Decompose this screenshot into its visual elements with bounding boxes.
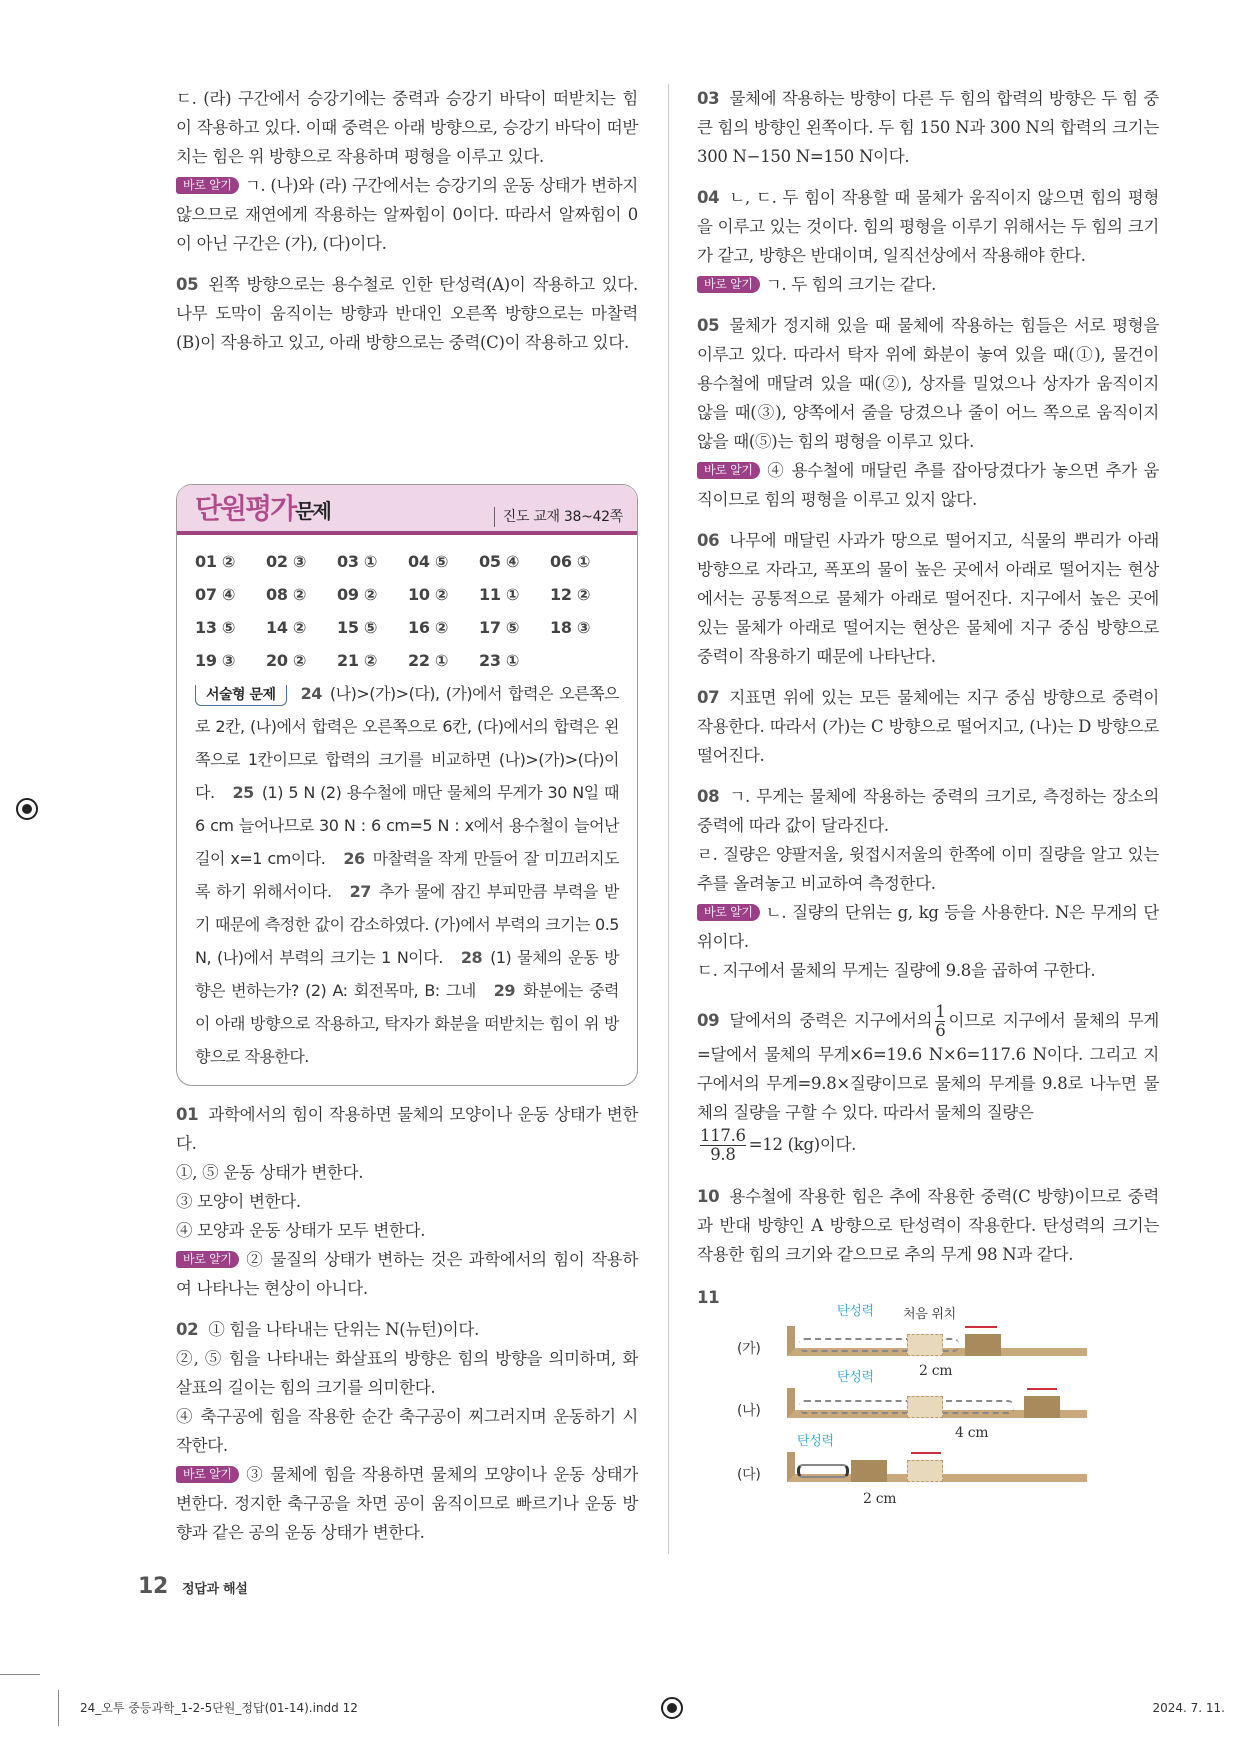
question-number: 10: [697, 1187, 720, 1206]
explanation-text: 이므로 지구에서 물체의 무게=달에서 물체의 무게×6=19.6 N×6=117.6 N이다. 그리고 지구에서의 무게=9.8×질량이므로 물체의 무게를 9.8로 나누면 물체의 질량을 구할 수 있다. 따라서 물체의 질량은: [697, 1011, 1159, 1122]
explanation-text: ④ 용수철에 매달린 추를 잡아당겼다가 놓으면 추가 움직이므로 힘의 평형을 이루고 있지 않다.: [697, 461, 1159, 509]
explanation-text: 왼쪽 방향으로는 용수철로 인한 탄성력(A)이 작용하고 있다. 나무 도막이 움직이는 방향과 반대인 오른쪽 방향으로는 마찰력(B)이 작용하고 있고, 아래 방향으로는 중력(C)이 작용하고 있다.: [176, 275, 638, 352]
explanation-text: ㄱ. 무게는 물체에 작용하는 중력의 크기로, 측정하는 장소의 중력에 따라 값이 달라진다.: [697, 787, 1159, 835]
explanation-text: ④ 축구공에 힘을 작용한 순간 축구공이 찌그러지며 운동하기 시작한다.: [176, 1407, 638, 1455]
elastic-force-label: 탄성력: [837, 1370, 874, 1385]
explanation-text: ③ 물체에 힘을 작용하면 물체의 모양이나 운동 상태가 변한다. 정지한 축구공을 차면 공이 움직이므로 빠르기나 운동 방향과 같은 공의 운동 상태가 변한다.: [176, 1465, 638, 1542]
explanation-text: ㄷ. 지구에서 물체의 무게는 질량에 9.8을 곱하여 구한다.: [697, 961, 1096, 980]
title-accent: 단원평가: [195, 492, 296, 525]
answer-item: 07 ④: [195, 585, 236, 604]
question-number: 06: [697, 531, 720, 550]
answer-item: 03 ①: [337, 552, 378, 571]
section-label: 정답과 해설: [182, 1582, 248, 1597]
question-number: 05: [176, 275, 199, 294]
essay-answer-text: (1) 5 N (2) 용수철에 매단 물체의 무게가 30 N일 때 6 cm 늘어나므로 30 N : 6 cm=5 N : x에서 용수철이 늘어난 길이 x=1 cm이다.: [195, 783, 619, 868]
answer-item: 17 ⑤: [479, 618, 520, 637]
explanation-text: 지표면 위에 있는 모든 물체에는 지구 중심 방향으로 중력이 작용한다. 따라서 (가)는 C 방향으로 떨어지고, (나)는 D 방향으로 떨어진다.: [697, 688, 1159, 765]
block: [851, 1460, 887, 1482]
answer-04: [697, 183, 1159, 299]
answer-05: [176, 270, 638, 357]
initial-position-label: 처음 위치: [903, 1307, 956, 1322]
fraction: [700, 1127, 746, 1164]
essay-answer-text: 추가 물에 잠긴 부피만큼 부력을 받기 때문에 측정한 값이 감소하였다. (가)에서 부력의 크기는 0.5 N, (나)에서 부력의 크기는 1 N이다.: [195, 882, 619, 967]
question-number: 03: [697, 89, 720, 108]
question-number: 04: [697, 188, 720, 207]
explanation-text: ④ 모양과 운동 상태가 모두 변한다.: [176, 1221, 426, 1240]
block: [1024, 1396, 1060, 1418]
answer-item: 13 ⑤: [195, 618, 236, 637]
explanation-text: ㄷ. (라) 구간에서 승강기에는 중력과 승강기 바닥이 떠받치는 힘이 작용하고 있다. 이때 중력은 아래 방향으로, 승강기 바닥이 떠받치는 힘은 위 방향으로 작용하며 평형을 이루고 있다.: [176, 89, 638, 166]
answer-item: 11 ①: [479, 585, 520, 604]
column-divider: [668, 84, 669, 1554]
answer-item: 02 ③: [266, 552, 307, 571]
essay-answer-text: 화분에는 중력이 아래 방향으로 작용하고, 탁자가 화분을 떠받치는 힘이 위 방향으로 작용한다.: [195, 981, 619, 1066]
essay-tag: 서술형 문제: [195, 685, 287, 706]
essay-answer-text: 마찰력을 작게 만들어 잘 미끄러지도록 하기 위해서이다.: [195, 849, 619, 901]
answer-04-cont: [176, 84, 638, 258]
distance-label: 2 cm: [919, 1363, 953, 1379]
denominator: 9.8: [710, 1145, 736, 1164]
distance-label: 4 cm: [955, 1425, 989, 1441]
answer-11: [697, 1283, 1159, 1518]
answer-09: [697, 1003, 1159, 1164]
explanation-text: 물체에 작용하는 방향이 다른 두 힘의 합력의 방향은 두 힘 중 큰 힘의 방향인 왼쪽이다. 두 힘 150 N과 300 N의 합력의 크기는 300 N−150 N=150 N이다.: [697, 89, 1159, 166]
answer-item: 19 ③: [195, 651, 236, 670]
answer-08: [697, 782, 1159, 985]
explanation-text: ②, ⑤ 힘을 나타내는 화살표의 방향은 힘의 방향을 의미하며, 화살표의 길이는 힘의 크기를 의미한다.: [176, 1349, 638, 1397]
answer-01: [176, 1100, 638, 1303]
explanation-text: ① 힘을 나타내는 단위는 N(뉴턴)이다.: [208, 1320, 480, 1339]
explanation-text: ㄴ, ㄷ. 두 힘이 작용할 때 물체가 움직이지 않으면 힘의 평형을 이루고 있는 것이다. 힘의 평형을 이루기 위해서는 두 힘의 크기가 같고, 방향은 반대이며, 일직선상에서 작용해야 한다.: [697, 188, 1159, 265]
explanation-text: ㄱ. (나)와 (라) 구간에서는 승강기의 운동 상태가 변하지 않으므로 재연에게 작용하는 알짜힘이 0이다. 따라서 알짜힘이 0이 아닌 구간은 (가), (다)이다.: [176, 176, 638, 253]
explanation-text: ①, ⑤ 운동 상태가 변한다.: [176, 1163, 364, 1182]
wrong-answer-badge: 바로 알기: [176, 1466, 239, 1483]
question-number: 01: [176, 1105, 199, 1124]
explanation-text: ③ 모양이 변한다.: [176, 1192, 301, 1211]
arrow-right-icon: [1027, 1388, 1057, 1390]
question-number: 24: [300, 684, 322, 703]
numerator: 117.6: [700, 1126, 746, 1145]
arrow-left-icon: [911, 1452, 941, 1454]
row-label: (다): [737, 1467, 761, 1483]
explanation-text: ㄴ. 질량의 단위는 g, kg 등을 사용한다. N은 무게의 단위이다.: [697, 903, 1159, 951]
row-label: (가): [737, 1341, 761, 1357]
answer-item: 20 ②: [266, 651, 307, 670]
textbook-reference: 진도 교재 38~42쪽: [494, 507, 623, 527]
answer-05: [697, 311, 1159, 514]
unit-evaluation-box: [176, 484, 638, 1086]
answer-03: [697, 84, 1159, 171]
answer-item: 06 ①: [550, 552, 591, 571]
explanation-text: 달에서의 중력은 지구에서의: [729, 1011, 933, 1030]
compressed-spring-icon: [797, 1464, 849, 1478]
answer-item: 14 ②: [266, 618, 307, 637]
explanation-text: 과학에서의 힘이 작용하면 물체의 모양이나 운동 상태가 변한다.: [176, 1105, 638, 1153]
question-number: 05: [697, 316, 720, 335]
arrow-right-icon: [965, 1326, 997, 1328]
answer-grid: [177, 535, 637, 677]
block: [965, 1334, 1001, 1356]
initial-block: [907, 1334, 943, 1356]
wrong-answer-badge: 바로 알기: [176, 1251, 239, 1268]
explanation-text: ② 물질의 상태가 변하는 것은 과학에서의 힘이 작용하여 나타나는 현상이 아니다.: [176, 1250, 638, 1298]
answer-item: 12 ②: [550, 585, 591, 604]
question-number: 02: [176, 1320, 199, 1339]
initial-block: [907, 1396, 943, 1418]
answer-02: [176, 1315, 638, 1547]
answer-06: [697, 526, 1159, 671]
explanation-text: =12 (kg)이다.: [748, 1135, 857, 1154]
explanation-text: ㄹ. 질량은 양팔저울, 윗접시저울의 한쪽에 이미 질량을 알고 있는 추를 올려놓고 비교하여 측정한다.: [697, 845, 1159, 893]
answer-item: 09 ②: [337, 585, 378, 604]
slug-date: 2024. 7. 11.: [1152, 1701, 1225, 1715]
row-label: (나): [737, 1403, 761, 1419]
question-number: 29: [493, 981, 516, 1000]
question-number: 07: [697, 688, 720, 707]
explanation-text: 나무에 매달린 사과가 땅으로 떨어지고, 식물의 뿌리가 아래 방향으로 자라고, 폭포의 물이 높은 곳에서 아래로 떨어지는 현상에서는 공통적으로 물체가 아래로 떨어진다. 지구에서 높은 곳에 있는 물체가 아래로 떨어지는 현상은 물체에 지구 중심 방향으로 중력이 작용하기 때문에 나타난다.: [697, 531, 1159, 666]
page-number: 12: [138, 1574, 169, 1599]
spring-diagram: [707, 1304, 1159, 1518]
answer-item: 04 ⑤: [408, 552, 449, 571]
explanation-text: 용수철에 작용한 힘은 추에 작용한 중력(C 방향)이므로 중력과 반대 방향인 A 방향으로 탄성력이 작용한다. 탄성력의 크기는 작용한 힘의 크기와 같으므로 추의 무게 98 N과 같다.: [697, 1187, 1159, 1264]
answer-item: 01 ②: [195, 552, 236, 571]
question-number: 11: [697, 1288, 720, 1307]
title-rest: 문제: [295, 499, 330, 523]
registration-mark-icon: [661, 1697, 683, 1719]
wrong-answer-badge: 바로 알기: [697, 462, 760, 479]
answer-item: 22 ①: [408, 651, 449, 670]
left-column-upper: [176, 84, 638, 484]
question-number: 28: [460, 948, 483, 967]
right-column: [697, 84, 1159, 1530]
answer-item: 10 ②: [408, 585, 449, 604]
question-number: 27: [349, 882, 371, 901]
elastic-force-label: 탄성력: [797, 1434, 834, 1449]
crop-mark: [58, 1690, 59, 1726]
answer-item: 18 ③: [550, 618, 591, 637]
answer-item: 15 ⑤: [337, 618, 378, 637]
question-number: 09: [697, 1011, 720, 1030]
wrong-answer-badge: 바로 알기: [697, 276, 760, 293]
answer-10: [697, 1182, 1159, 1269]
answer-item: 05 ④: [479, 552, 520, 571]
fraction: [935, 1003, 945, 1040]
elastic-force-label: 탄성력: [837, 1304, 874, 1319]
essay-answer-text: (1) 물체의 운동 방향은 변하는가? (2) A: 회전목마, B: 그네: [195, 948, 619, 1000]
initial-block: [907, 1460, 943, 1482]
page-footer: [138, 1573, 638, 1602]
question-number: 26: [343, 849, 365, 868]
denominator: 6: [935, 1021, 946, 1040]
distance-label: 2 cm: [863, 1491, 897, 1507]
explanation-text: 물체가 정지해 있을 때 물체에 작용하는 힘들은 서로 평형을 이루고 있다. 따라서 탁자 위에 화분이 놓여 있을 때(①), 물건이 용수철에 매달려 있을 때(②), 상자를 밀었으나 상자가 움직이지 않을 때(③), 양쪽에서 줄을 당겼으나 줄이 어느 쪽으로 움직이지 않을 때(⑤)는 힘의 평형을 이루고 있다.: [697, 316, 1159, 451]
box-title: [195, 491, 330, 529]
wrong-answer-badge: 바로 알기: [176, 177, 239, 194]
numerator: 1: [935, 1002, 946, 1021]
slug-file: 24_오투 중등과학_1-2-5단원_정답(01-14).indd 12: [80, 1701, 358, 1715]
answer-item: 21 ②: [337, 651, 378, 670]
wrong-answer-badge: 바로 알기: [697, 904, 760, 921]
essay-answer-text: (나)>(가)>(다), (가)에서 합력은 오른쪽으로 2칸, (나)에서 합력은 오른쪽으로 6칸, (다)에서의 합력은 왼쪽으로 1칸이므로 합력의 크기를 비교하면 (나)>(가)>(다)이다.: [195, 684, 619, 802]
registration-mark-icon: [16, 798, 38, 820]
answer-item: 16 ②: [408, 618, 449, 637]
answer-item: 23 ①: [479, 651, 520, 670]
question-number: 25: [232, 783, 254, 802]
crop-mark: [0, 1674, 40, 1675]
question-number: 08: [697, 787, 720, 806]
explanation-text: ㄱ. 두 힘의 크기는 같다.: [765, 275, 937, 294]
box-header: [177, 485, 637, 535]
essay-answers: [177, 677, 637, 1073]
answer-07: [697, 683, 1159, 770]
left-column: [138, 84, 638, 1602]
answer-item: 08 ②: [266, 585, 307, 604]
